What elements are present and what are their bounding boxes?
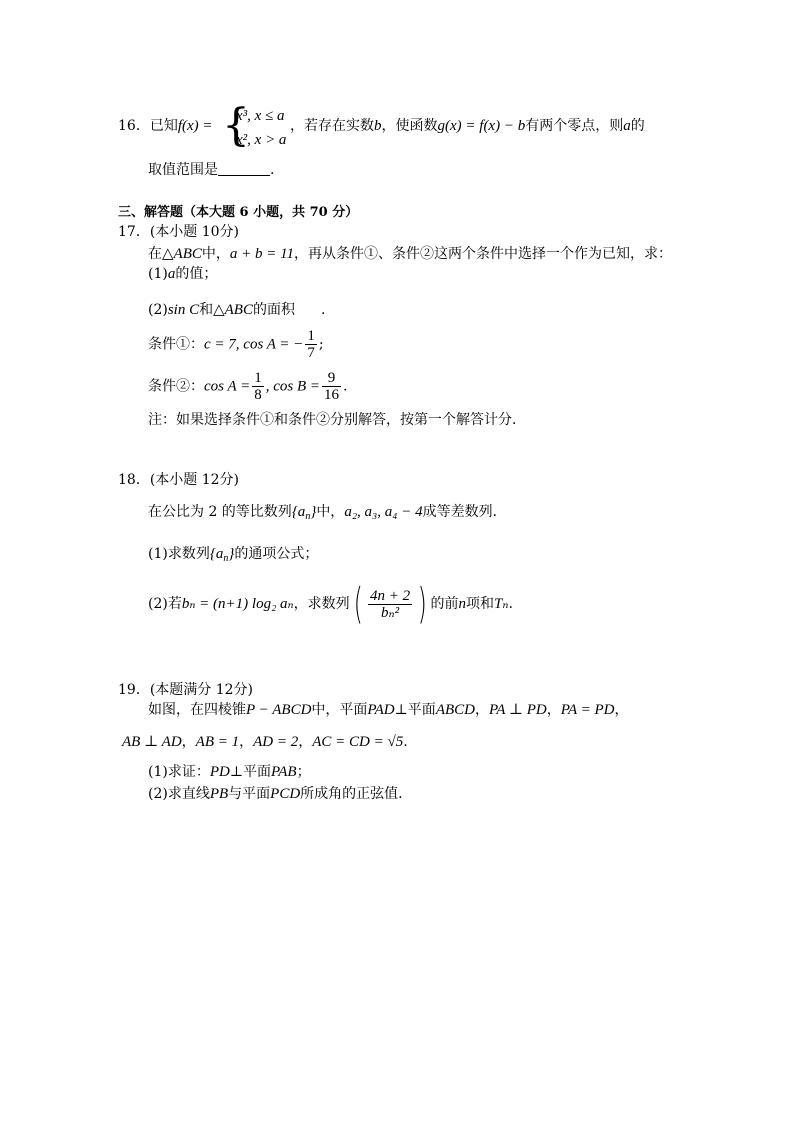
seq-close: }: [228, 546, 235, 562]
q16-case1: x³, x ≤ a: [236, 108, 285, 124]
seq-subscript: n: [305, 511, 311, 522]
q17-text: .: [320, 302, 326, 318]
q19-text: ，: [614, 702, 629, 718]
q19-text: (1)求证：: [148, 764, 210, 780]
q18-var-n: n: [458, 596, 467, 612]
fraction-numerator: 4n + 2: [370, 587, 411, 604]
q18-var-T: Tₙ: [494, 596, 509, 612]
fraction: [322, 370, 341, 403]
q19-header: [118, 680, 253, 700]
q16-g-def: g(x) = f(x) − b: [437, 118, 526, 134]
q19-perp: PA ⊥ PD: [488, 702, 547, 718]
q17-part2: [148, 300, 325, 320]
q16-text: 有两个零点，则: [525, 118, 624, 134]
q19-text: 与平面: [228, 786, 271, 802]
right-paren: ): [417, 579, 427, 628]
q17-c2-expr: cos A =: [204, 378, 251, 395]
fraction-numerator: 1: [307, 328, 315, 344]
q18-text: 的通项公式；: [234, 546, 319, 562]
q19-text: ，: [239, 734, 254, 750]
q17-c2-label: 条件②：: [148, 378, 204, 395]
q18-seq: [210, 546, 235, 562]
q17-header: [118, 222, 239, 242]
q19-line2: [122, 732, 408, 752]
q18-b-def: bₙ = (n+1) log₂ aₙ: [181, 596, 294, 612]
q19-eq: PA = PD: [560, 702, 615, 718]
q19-text: 所成角的正弦值.: [300, 786, 403, 802]
q17-condition-2: [148, 370, 347, 403]
q18-text: 的前: [430, 596, 459, 612]
q19-line1: [148, 700, 628, 720]
q17-part1: [148, 264, 217, 284]
q19-ab: AB = 1: [195, 734, 240, 750]
q16-var-b: b: [374, 118, 382, 134]
q19-text: ⊥平面: [394, 702, 436, 718]
q18-terms: a₂, a₃, a₄ − 4: [344, 504, 423, 520]
q17-sinC: sin C: [167, 302, 200, 318]
q19-text: ，: [546, 702, 561, 718]
q19-text: .: [403, 734, 408, 750]
fraction-denominator: 7: [307, 345, 315, 361]
q17-text: (2): [148, 302, 168, 318]
q19-plane-abcd: ABCD: [435, 702, 475, 718]
q18-text: 中，: [316, 504, 345, 520]
q19-text: 中，平面: [311, 702, 368, 718]
q16-line1: [118, 116, 213, 136]
seq-close: }: [310, 504, 317, 520]
q17-text: (1): [148, 266, 168, 282]
q19-plane-pcd: PCD: [270, 786, 301, 802]
q19-line-pb: PB: [209, 786, 229, 802]
q19-text: ，: [474, 702, 489, 718]
left-paren: (: [353, 579, 363, 628]
fraction-denominator: 16: [324, 387, 340, 403]
q17-text: .: [343, 378, 348, 395]
q17-text: 的值；: [175, 266, 218, 282]
q19-text: 如图，在四棱锥: [148, 702, 246, 718]
q17-number: 17．: [118, 224, 150, 240]
fraction-denominator: bₙ²: [368, 604, 412, 621]
q17-c2-expr: , cos B =: [265, 378, 321, 395]
fraction: [305, 328, 317, 361]
q17-text: 在: [148, 246, 162, 262]
q17-triangle: △ABC: [162, 246, 202, 262]
q16-text: 的: [630, 118, 645, 134]
piecewise-brace: {: [222, 100, 250, 151]
q18-text: ，求数列: [293, 596, 350, 612]
q19-text: ，: [298, 734, 313, 750]
q17-text: 中，: [201, 246, 230, 262]
answer-blank: [218, 161, 270, 176]
q18-part2: [148, 579, 513, 628]
q17-text: ;: [318, 336, 324, 353]
q19-text: ，: [181, 734, 196, 750]
q19-number: 19．: [118, 682, 150, 698]
q16-text: .: [270, 162, 275, 178]
q18-seq: [292, 504, 317, 520]
q17-var-a: a: [167, 266, 176, 282]
q19-ab-perp-ad: AB ⊥ AD: [122, 734, 182, 750]
q17-condition: a + b = 11: [229, 246, 295, 262]
q16-line1-rest: [290, 116, 645, 136]
q18-text: 成等差数列．: [422, 504, 507, 520]
q17-text: ，再从条件①、条件②这两个条件中选择一个作为已知，求：: [294, 246, 673, 262]
q17-c1-label: 条件①：: [148, 336, 204, 353]
q17-triangle: △ABC: [213, 302, 253, 318]
section-3-title: 三、解答题（本大题 6 小题，共 70 分）: [118, 205, 359, 220]
fraction-numerator: 1: [254, 370, 262, 386]
seq-subscript: n: [223, 553, 229, 564]
q19-ac-cd: AC = CD = √5: [312, 734, 404, 750]
q19-line-pd: PD: [209, 764, 230, 780]
q19-score: (本题满分 12分): [149, 682, 254, 698]
q18-text: 项和: [466, 596, 495, 612]
q16-f-def: f(x) =: [177, 118, 213, 134]
q17-c1-expr: c = 7, cos A = −: [204, 336, 304, 353]
q16-number: 16．: [118, 118, 150, 134]
q17-text: 的面积: [252, 302, 295, 318]
q16-text: 取值范围是: [148, 162, 218, 178]
q16-text: ，使函数: [381, 118, 438, 134]
q19-plane-pab: PAB: [271, 764, 297, 780]
q16-text: ，若存在实数: [290, 118, 374, 134]
q17-note: 注：如果选择条件①和条件②分别解答，按第一个解答计分．: [148, 412, 526, 428]
q16-text: 已知: [149, 118, 178, 134]
q18-text: 在公比为 2 的等比数列: [148, 504, 292, 520]
q18-number: 18．: [118, 472, 150, 488]
q19-part2: [148, 784, 403, 804]
q18-header: [118, 470, 239, 490]
q19-text: ⊥平面: [229, 764, 272, 780]
fraction: [368, 588, 412, 621]
q18-score: (本小题 12分): [149, 472, 240, 488]
q17-score: (本小题 10分): [149, 224, 240, 240]
q19-text: (2)求直线: [148, 786, 210, 802]
q18-text: (2)若: [148, 596, 182, 612]
seq-symbol: {a: [209, 546, 224, 562]
q18-text: .: [508, 596, 513, 612]
q16-line2: [148, 160, 274, 180]
q19-text: ；: [296, 764, 311, 780]
q18-part1: [148, 544, 318, 569]
q19-plane-pad: PAD: [367, 702, 395, 718]
q19-ad: AD = 2: [253, 734, 299, 750]
q18-text: (1)求数列: [148, 546, 210, 562]
q19-pyramid: P − ABCD: [246, 702, 312, 718]
q19-part1: [148, 762, 311, 782]
fraction-denominator: 8: [254, 387, 262, 403]
q17-text: 和: [199, 302, 214, 318]
fraction: [252, 370, 264, 403]
q18-line1: [148, 502, 507, 527]
q17-condition-1: [148, 328, 324, 361]
seq-symbol: {a: [291, 504, 306, 520]
q16-case2: x², x > a: [236, 132, 287, 148]
q17-line1: [148, 244, 672, 264]
q16-var-a: a: [623, 118, 631, 134]
fraction-numerator: 9: [327, 370, 336, 386]
